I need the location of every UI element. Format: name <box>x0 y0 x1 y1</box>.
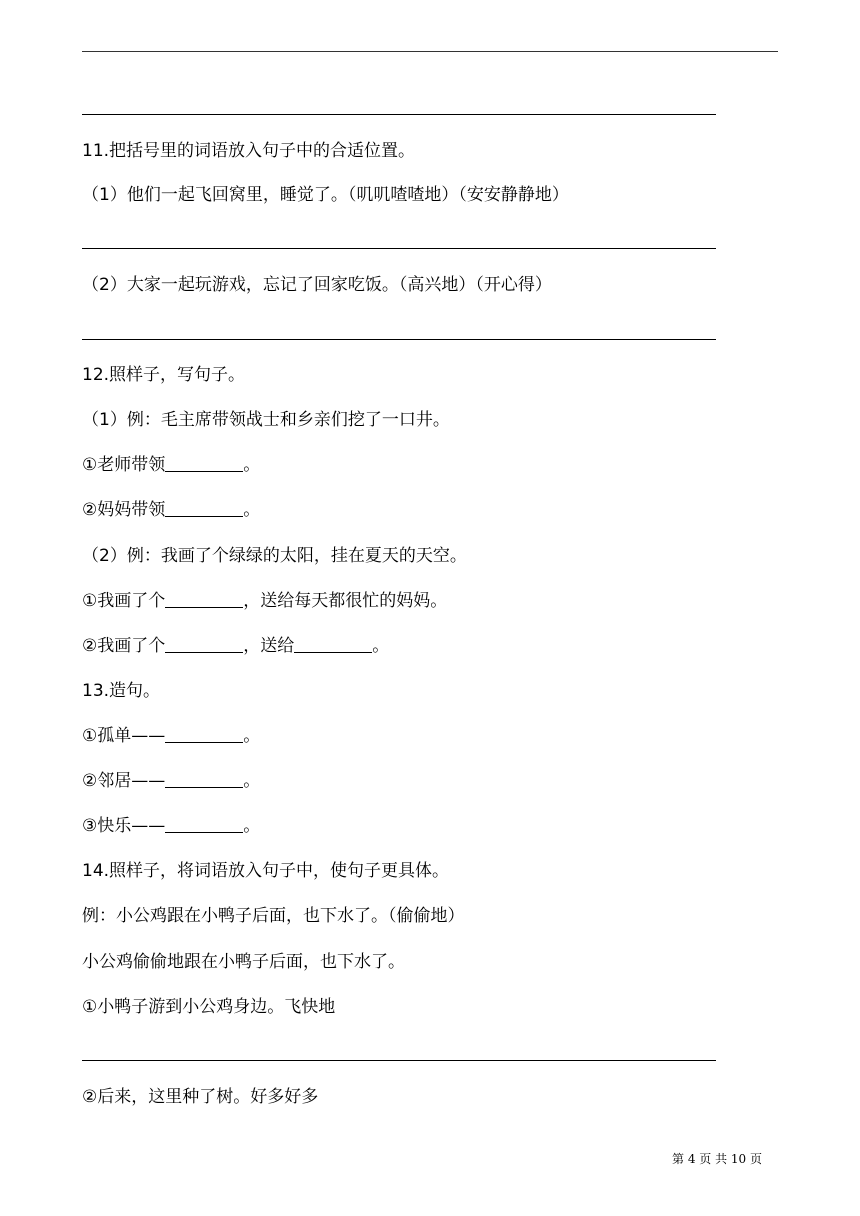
q12-b2-mid: ，送给 <box>243 636 295 656</box>
q13-item-1 <box>82 725 260 747</box>
fill-blank[interactable] <box>165 591 243 608</box>
q14-item-1: ①小鸭子游到小公鸡身边。飞快地 <box>82 997 336 1017</box>
q11-title: 11.把括号里的词语放入句子中的合适位置。 <box>82 141 416 161</box>
q12-title: 12.照样子，写句子。 <box>82 365 246 385</box>
q12-a1-prefix: ①老师带领 <box>82 455 166 475</box>
q12-answer-a2 <box>82 499 260 521</box>
q13-item-1-label: ①孤单—— <box>82 726 166 746</box>
q14-title: 14.照样子，将词语放入句子中，使句子更具体。 <box>82 861 450 881</box>
q12-b1-period: 。 <box>430 591 448 611</box>
q12-b2-prefix: ②我画了个 <box>82 636 166 656</box>
page-number: 第 4 页 共 10 页 <box>672 1152 762 1166</box>
q13-item-3-label: ③快乐—— <box>82 816 166 836</box>
q13-item-2 <box>82 770 260 792</box>
q13-item-3 <box>82 815 260 837</box>
fill-blank[interactable] <box>165 771 243 788</box>
q12-b1-prefix: ①我画了个 <box>82 591 166 611</box>
q12-a1-period: 。 <box>243 455 261 475</box>
q12-answer-b1 <box>82 590 447 612</box>
q14-item-2: ②后来，这里种了树。好多好多 <box>82 1087 319 1107</box>
q13-item-2-label: ②邻居—— <box>82 771 166 791</box>
answer-line <box>82 339 716 340</box>
fill-blank[interactable] <box>165 726 243 743</box>
fill-blank[interactable] <box>165 636 243 653</box>
fill-blank[interactable] <box>165 816 243 833</box>
q11-item-2: （2）大家一起玩游戏，忘记了回家吃饭。（高兴地）（开心得） <box>82 275 552 295</box>
fill-blank[interactable] <box>165 500 243 517</box>
q12-example-2: （2）例：我画了个绿绿的太阳，挂在夏天的天空。 <box>82 546 467 566</box>
answer-line <box>82 1060 716 1061</box>
q12-a2-period: 。 <box>243 500 261 520</box>
fill-blank[interactable] <box>165 455 243 472</box>
q11-item-1: （1）他们一起飞回窝里，睡觉了。（叽叽喳喳地）（安安静静地） <box>82 185 569 205</box>
q14-example: 例：小公鸡跟在小鸭子后面，也下水了。（偷偷地） <box>82 906 465 926</box>
q14-example-answer: 小公鸡偷偷地跟在小鸭子后面，也下水了。 <box>82 952 405 972</box>
q12-answer-a1 <box>82 454 260 476</box>
q12-example-1: （1）例：毛主席带领战士和乡亲们挖了一口井。 <box>82 410 450 430</box>
answer-line <box>82 248 716 249</box>
q13-item-1-period: 。 <box>243 726 261 746</box>
fill-blank[interactable] <box>294 636 372 653</box>
q12-b1-suffix: ，送给每天都很忙的妈妈 <box>243 591 431 611</box>
answer-line <box>82 114 716 115</box>
q12-answer-b2 <box>82 635 389 657</box>
q13-item-2-period: 。 <box>243 771 261 791</box>
q13-title: 13.造句。 <box>82 681 161 701</box>
header-rule <box>82 51 778 52</box>
q13-item-3-period: 。 <box>243 816 261 836</box>
q12-b2-period: 。 <box>372 636 390 656</box>
q12-a2-prefix: ②妈妈带领 <box>82 500 166 520</box>
